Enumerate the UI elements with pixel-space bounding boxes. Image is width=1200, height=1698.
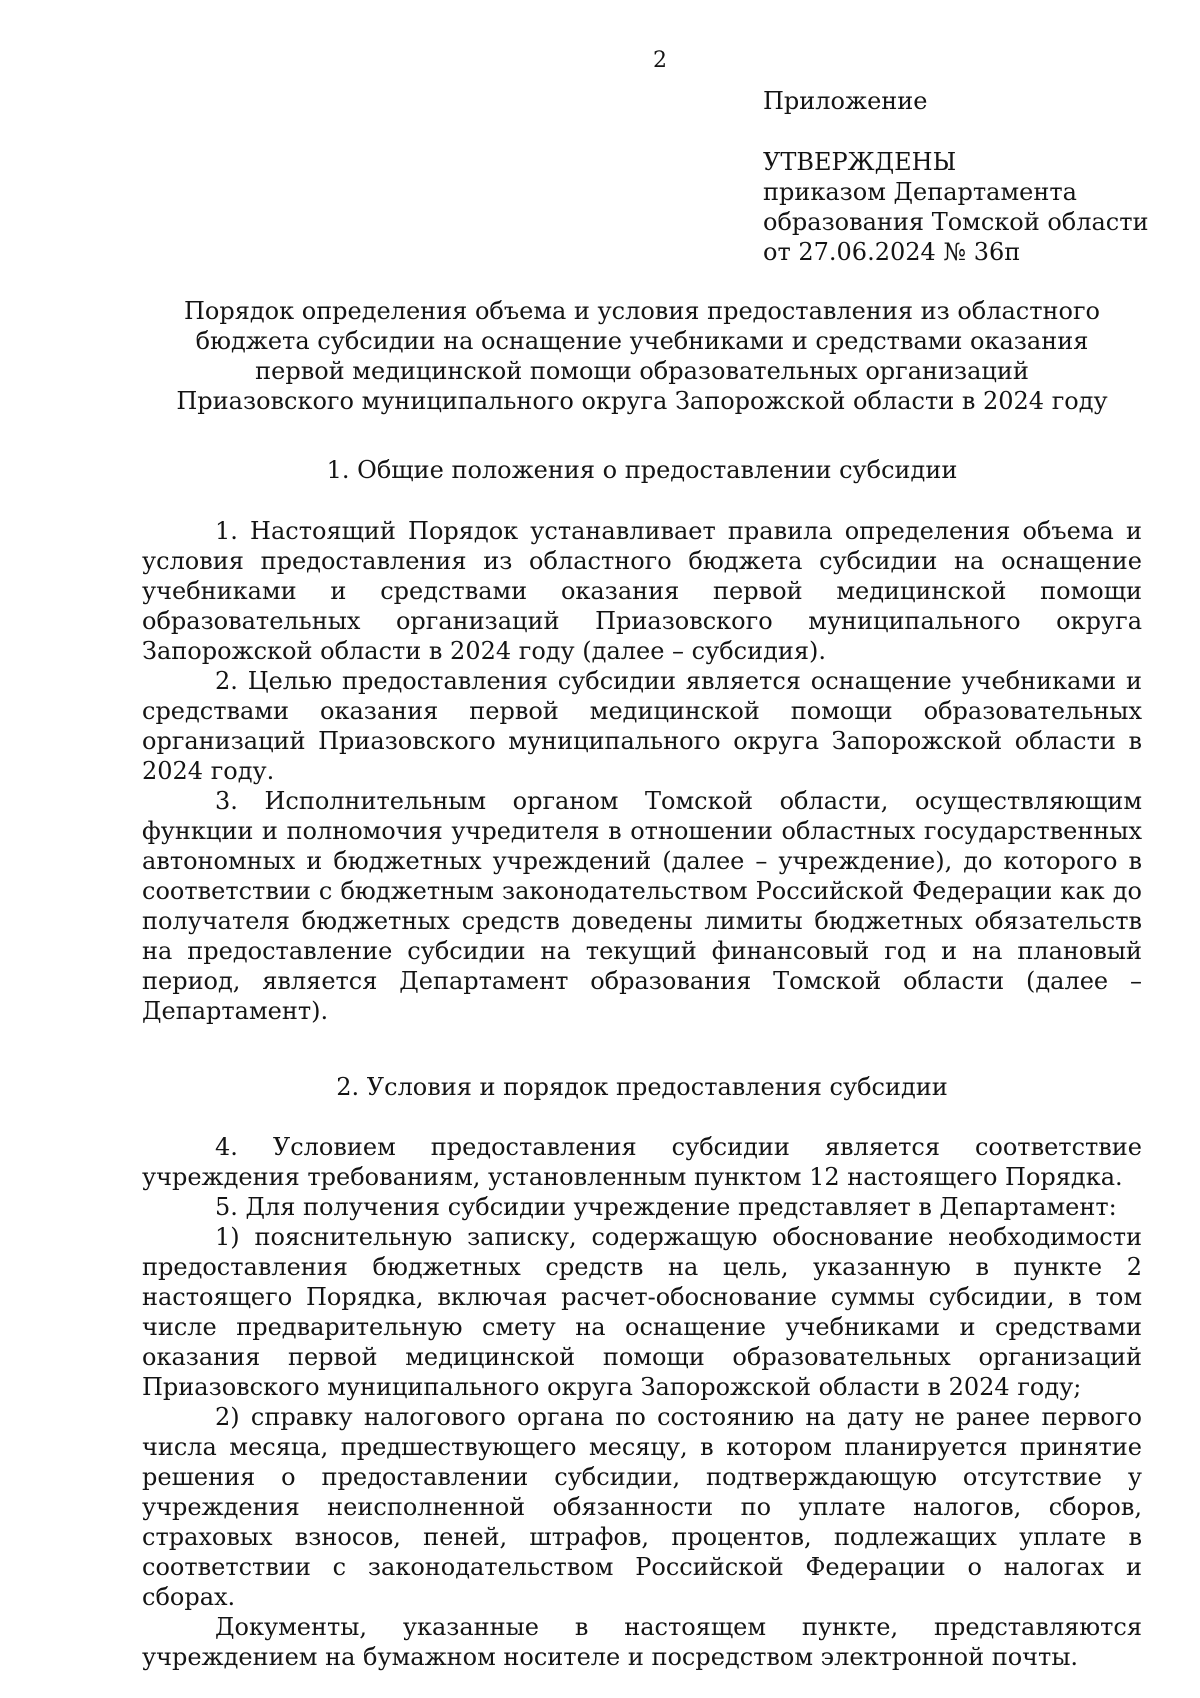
paragraph-5-note: Документы, указанные в настоящем пункте, представляются учреждением на бумажном носителе и посредством электронной почты. bbox=[142, 1613, 1142, 1671]
section-1-heading: 1. Общие положения о предоставлении субсидии bbox=[326, 456, 958, 484]
section-2-heading: 2. Условия и порядок предоставления субсидии bbox=[336, 1073, 948, 1101]
annex-label: Приложение bbox=[763, 87, 928, 115]
approval-line-1: приказом Департамента bbox=[763, 178, 1077, 206]
approval-line-3: от 27.06.2024 № 36п bbox=[763, 238, 1021, 266]
paragraph-5-item-2: 2) справку налогового органа по состоянию на дату не ранее первого числа месяца, предшествующего месяцу, в котором планируется принятие решения о предоставлении субсидии, подтверждающую отсутствие у учреждения неисполненной обязанности по уплате налогов, сборов, страховых взносов, пеней, штрафов, процентов, подлежащих уплате в соответствии с законодательством Российской Федерации о налогах и сборах. bbox=[142, 1403, 1142, 1611]
page-number: 2 bbox=[653, 48, 667, 73]
paragraph-5: 5. Для получения субсидии учреждение представляет в Департамент: bbox=[215, 1193, 1117, 1221]
document-title: Порядок определения объема и условия предоставления из областного бюджета субсидии на оснащение учебниками и средствами оказания первой медицинской помощи образовательных организаций Приазовского муниципального округа Запорожской области в 2024 году bbox=[176, 297, 1108, 415]
approval-block bbox=[763, 86, 1183, 267]
approval-line-2: образования Томской области bbox=[763, 208, 1149, 236]
paragraph-3: 3. Исполнительным органом Томской области, осуществляющим функции и полномочия учредителя в отношении областных государственных автономных и бюджетных учреждений (далее – учреждение), до которого в соответствии с бюджетным законодательством Российской Федерации как до получателя бюджетных средств доведены лимиты бюджетных обязательств на предоставление субсидии на текущий финансовый год и на плановый период, является Департамент образования Томской области (далее – Департамент). bbox=[142, 787, 1142, 1025]
paragraph-1: 1. Настоящий Порядок устанавливает правила определения объема и условия предоставления из областного бюджета субсидии на оснащение учебниками и средствами оказания первой медицинской помощи образовательных организаций Приазовского муниципального округа Запорожской области в 2024 году (далее – субсидия). bbox=[142, 517, 1142, 665]
paragraph-4: 4. Условием предоставления субсидии является соответствие учреждения требованиям, установленным пунктом 12 настоящего Порядка. bbox=[142, 1133, 1142, 1191]
approved-label: УТВЕРЖДЕНЫ bbox=[763, 148, 957, 176]
document-body bbox=[142, 296, 1142, 1672]
paragraph-2: 2. Целью предоставления субсидии является оснащение учебниками и средствами оказания первой медицинской помощи образовательных организаций Приазовского муниципального округа Запорожской области в 2024 году. bbox=[142, 667, 1142, 785]
paragraph-5-item-1: 1) пояснительную записку, содержащую обоснование необходимости предоставления бюджетных средств на цель, указанную в пункте 2 настоящего Порядка, включая расчет-обоснование суммы субсидии, в том числе предварительную смету на оснащение учебниками и средствами оказания первой медицинской помощи образовательных организаций Приазовского муниципального округа Запорожской области в 2024 году; bbox=[142, 1223, 1142, 1401]
